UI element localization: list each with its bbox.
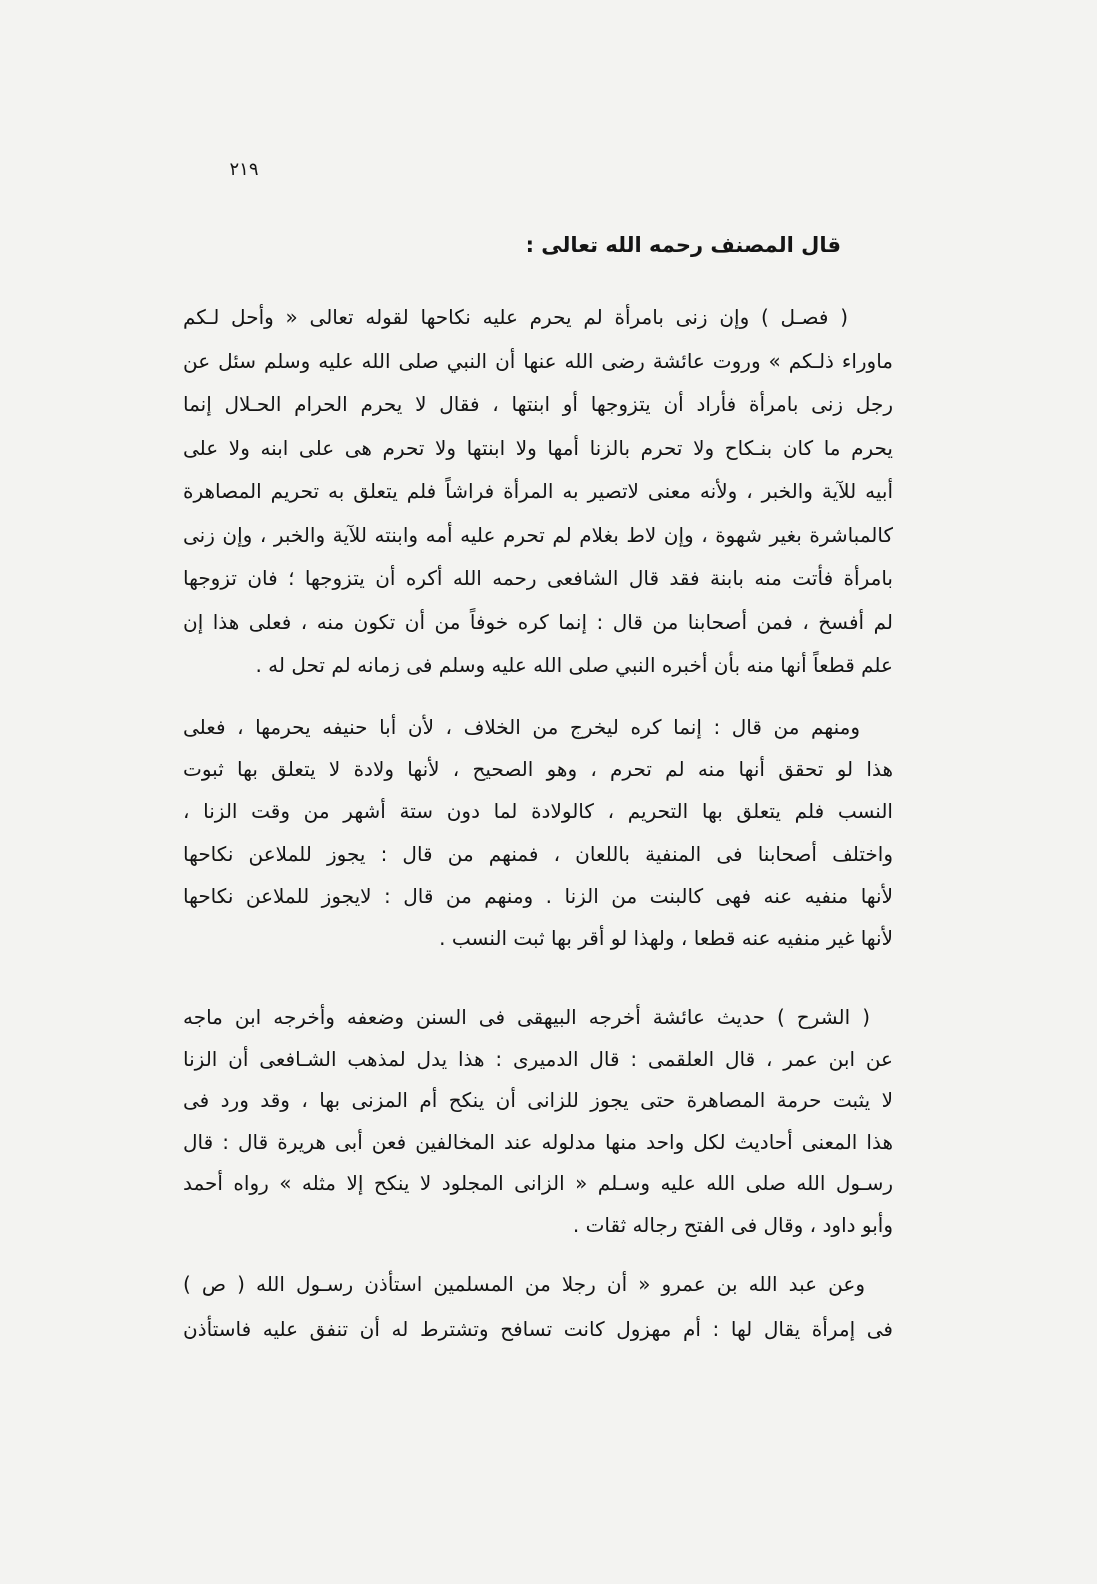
text-line: هذا لو تحقق أنها منه لم تحرم ، وهو الصحيح ، لأنها ولادة لا يتعلق بها ثبوت	[183, 757, 893, 782]
text-line: فى إمرأة يقال لها : أم مهزول كانت تسافح وتشترط له أن تنفق عليه فاستأذن	[183, 1317, 893, 1341]
paragraph-matn-continued	[183, 706, 893, 959]
text-line: أبيه للآية والخبر ، ولأنه معنى لاتصير به المرأة فراشاً فلم يتعلق به تحريم المصاهرة	[183, 479, 893, 503]
text-line: يحرم ما كان بنـكاح ولا تحرم بالزنا أمها ولا ابنتها ولا تحرم هى على ابنه ولا على	[183, 435, 893, 460]
text-line: واختلف أصحابنا فى المنفية باللعان ، فمنهم من قال : يجوز للملاعن نكاحها	[183, 841, 893, 866]
text-line: لأنها منفيه عنه فهى كالبنت من الزنا . ومنهم من قال : لايجوز للملاعن نكاحها	[183, 883, 893, 908]
text-line: كالمباشرة بغير شهوة ، وإن لاط بغلام لم تحرم عليه أمه وابنته للآية والخبر ، وإن زنى	[183, 522, 893, 547]
text-line: ماوراء ذلـكم » وروت عائشة رضى الله عنها أن النبي صلى الله عليه وسلم سئل عن	[183, 348, 893, 373]
text-line: ( الشرح ) حديث عائشة أخرجه البيهقى فى السنن وضعفه وأخرجه ابن ماجه	[183, 1005, 870, 1029]
text-line: لأنها غير منفيه عنه قطعا ، ولهذا لو أقر بها ثبت النسب .	[439, 925, 893, 950]
text-line: هذا المعنى أحاديث لكل واحد منها مدلوله عند المخالفين فعن أبى هريرة قال : قال	[183, 1129, 893, 1154]
text-line: بامرأة فأتت منه بابنة فقد قال الشافعى رحمه الله أكره أن يتزوجها ؛ فان تزوجها	[183, 566, 893, 590]
text-line: علم قطعاً أنها منه بأن أخبره النبي صلى الله عليه وسلم فى زمانه لم تحل له .	[255, 653, 893, 677]
text-line: لم أفسخ ، فمن أصحابنا من قال : إنما كره خوفاً من أن تكون منه ، فعلى هذا إن	[183, 609, 893, 634]
paragraph-matn	[183, 296, 893, 688]
text-line: رجل زنى بامرأة فأراد أن يتزوجها أو ابنتها ، فقال لا يحرم الحرام الحـلال إنما	[183, 392, 893, 416]
text-line: وعن عبد الله بن عمرو « أن رجلا من المسلمين استأذن رسـول الله ( ص )	[183, 1272, 865, 1296]
text-line: وأبو داود ، وقال فى الفتح رجاله ثقات .	[572, 1212, 893, 1237]
text-line: عن ابن عمر ، قال العلقمى : قال الدميرى : هذا يدل لمذهب الشـافعى أن الزنا	[183, 1046, 893, 1071]
text-line: رسـول الله صلى الله عليه وسـلم « الزانى المجلود لا ينكح إلا مثله » رواه أحمد	[183, 1171, 893, 1196]
section-heading: قال المصنف رحمه الله تعالى :	[525, 233, 841, 257]
text-line: النسب فلم يتعلق بها التحريم ، كالولادة لما دون ستة أشهر من وقت الزنا ،	[183, 799, 893, 824]
text-line: لا يثبت حرمة المصاهرة حتى يجوز للزانى أن ينكح أم المزنى بها ، وقد ورد فى	[183, 1088, 893, 1113]
page-number: ٢١٩	[229, 159, 259, 180]
text-line: ومنهم من قال : إنما كره ليخرج من الخلاف ، لأن أبا حنيفه يحرمها ، فعلى	[183, 715, 860, 739]
text-line: ( فصـل ) وإن زنى بامرأة لم يحرم عليه نكاحها لقوله تعالى « وأحل لـكم	[183, 305, 848, 329]
paragraph-sharh-continued	[183, 1262, 893, 1352]
paragraph-sharh	[183, 997, 893, 1247]
